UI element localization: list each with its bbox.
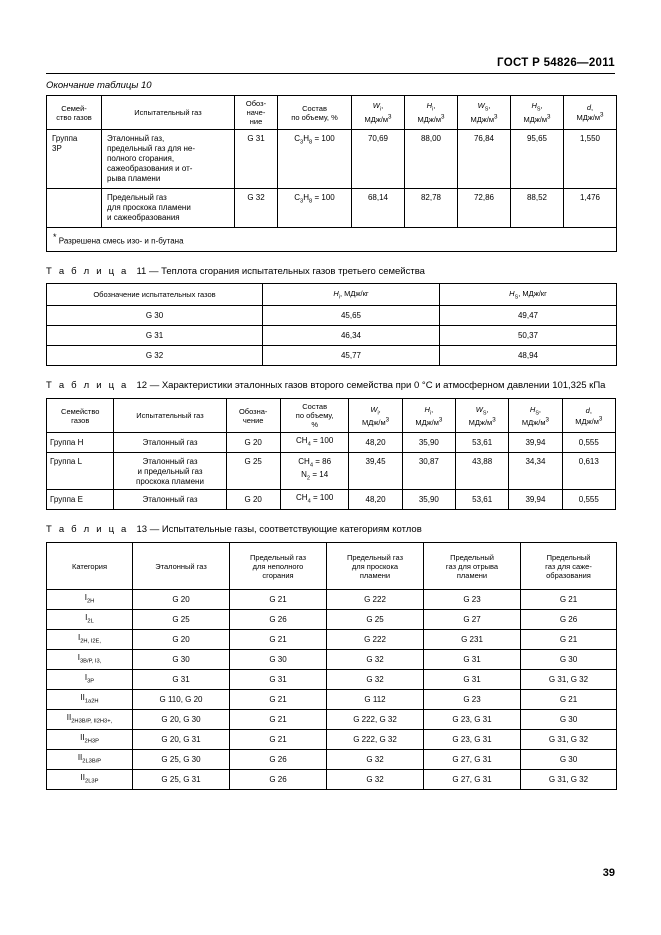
table-row [47, 346, 617, 366]
cell-designation: G 32 [235, 189, 278, 228]
cell-flashback: G 32 [327, 770, 424, 790]
th-wi: $W_i$, МДж/$м^3$ [349, 399, 402, 433]
cell-composition: $C_3H_8 = 100$ [278, 130, 352, 189]
th-reference-gas: Эталонный газ [133, 543, 230, 590]
cell-hi: 30,87 [402, 453, 455, 490]
table-10-header-row [47, 96, 617, 130]
cell-ws: 76,84 [458, 130, 511, 189]
table-11-header-row [47, 284, 617, 306]
cell-flashback: G 112 [327, 690, 424, 710]
cell-category: $II_{2L3B/P}$ [47, 750, 133, 770]
cell-ws: 53,61 [456, 490, 509, 510]
th-wi: $W_i$, МДж/$м^3$ [352, 96, 405, 130]
th-sooting: Предельный газ для саже- образования [521, 543, 617, 590]
cell-designation: G 31 [235, 130, 278, 189]
cell-hs: 49,47 [440, 306, 617, 326]
cell-composition: $CH_4 = 100$ [280, 490, 349, 510]
cell-liftoff: G 23 [424, 690, 521, 710]
table11-caption: Т а б л и ц а 11 — Теплота сгорания испытательных газов третьего семейства [46, 265, 425, 277]
cell-liftoff: G 27 [424, 610, 521, 630]
cell-incomplete: G 21 [230, 590, 327, 610]
th-hs: $H_S$, МДж/$м^3$ [511, 96, 564, 130]
th-hi: $H_i$, МДж/$м^3$ [405, 96, 458, 130]
cell-family [47, 189, 102, 228]
cell-designation: G 32 [47, 346, 263, 366]
th-family: Семей- ство газов [47, 96, 102, 130]
cell-liftoff: G 23 [424, 590, 521, 610]
cell-wi: 39,45 [349, 453, 402, 490]
cell-hi: 88,00 [405, 130, 458, 189]
cell-ws: 43,88 [456, 453, 509, 490]
cell-sooting: G 26 [521, 610, 617, 630]
table-10 [46, 95, 617, 252]
cell-category: $I_{2H}$ [47, 590, 133, 610]
cell-reference-gas: G 20 [133, 590, 230, 610]
cell-category: $I_{2L}$ [47, 610, 133, 630]
cell-hi: 35,90 [402, 433, 455, 453]
page-content [46, 80, 616, 790]
table-13 [46, 542, 617, 790]
th-designation: Обоз- наче- ние [235, 96, 278, 130]
cell-category: $I_{3B/P, I3,}$ [47, 650, 133, 670]
cell-test-gas: Эталонный газ и предельный газ проскока пламени [114, 453, 226, 490]
cell-family: Группа Е [47, 490, 114, 510]
cell-flashback: G 222, G 32 [327, 710, 424, 730]
cell-category: $I_{3P}$ [47, 670, 133, 690]
cell-liftoff: G 27, G 31 [424, 750, 521, 770]
cell-hs: 88,52 [511, 189, 564, 228]
cell-d: 1,476 [564, 189, 617, 228]
cell-hs: 50,37 [440, 326, 617, 346]
cell-reference-gas: G 25, G 30 [133, 750, 230, 770]
cell-d: 0,555 [562, 490, 615, 510]
cell-liftoff: G 27, G 31 [424, 770, 521, 790]
cell-liftoff: G 31 [424, 650, 521, 670]
th-composition: Состав по объему, % [278, 96, 352, 130]
cell-liftoff: G 23, G 31 [424, 710, 521, 730]
cell-incomplete: G 26 [230, 610, 327, 630]
cell-wi: 70,69 [352, 130, 405, 189]
table12-caption: Т а б л и ц а 12 — Характеристики эталонных газов второго семейства при 0 °С и атмосферном давлении 101,325 кПа [46, 380, 606, 392]
cell-designation: G 25 [226, 453, 280, 490]
th-composition: Состав по объему, % [280, 399, 349, 433]
cell-category: $II_{2H3P}$ [47, 730, 133, 750]
cell-category: $II_{2H3B/P, II2H3+,}$ [47, 710, 133, 730]
cell-family: Группа 3Р [47, 130, 102, 189]
cell-test-gas: Эталонный газ [114, 490, 226, 510]
cell-d: 0,613 [562, 453, 615, 490]
cell-reference-gas: G 30 [133, 650, 230, 670]
cell-hs: 95,65 [511, 130, 564, 189]
table-row [47, 730, 617, 750]
th-designation: Обозна- чение [226, 399, 280, 433]
table-row [47, 710, 617, 730]
cell-wi: 48,20 [349, 490, 402, 510]
table-row [47, 453, 616, 490]
table-row [47, 433, 616, 453]
table-row [47, 670, 617, 690]
cell-reference-gas: G 110, G 20 [133, 690, 230, 710]
table-11 [46, 283, 617, 366]
cell-category: $I_{2H, I2E,}$ [47, 630, 133, 650]
th-ws: $W_S$, МДж/$м^3$ [456, 399, 509, 433]
th-hs: $H_S$, МДж/кг [440, 284, 617, 306]
cell-sooting: G 21 [521, 690, 617, 710]
th-hs: $H_S$, МДж/$м^3$ [509, 399, 562, 433]
page-header-standard: ГОСТ Р 54826—2011 [497, 57, 615, 69]
cell-sooting: G 21 [521, 630, 617, 650]
cell-sooting: G 30 [521, 750, 617, 770]
cell-sooting: G 30 [521, 710, 617, 730]
cell-family: Группа Н [47, 433, 114, 453]
cell-incomplete: G 21 [230, 630, 327, 650]
table-row [47, 306, 617, 326]
table-row [47, 690, 617, 710]
th-hi: $H_i$, МДж/кг [263, 284, 440, 306]
cell-hi: 45,65 [263, 306, 440, 326]
cell-liftoff: G 231 [424, 630, 521, 650]
cell-sooting: G 30 [521, 650, 617, 670]
table-row [47, 326, 617, 346]
cell-reference-gas: G 20 [133, 630, 230, 650]
cell-incomplete: G 26 [230, 770, 327, 790]
th-d: d, МДж/$м^3$ [562, 399, 615, 433]
cell-liftoff: G 31 [424, 670, 521, 690]
cell-hi: 35,90 [402, 490, 455, 510]
cell-hs: 39,94 [509, 433, 562, 453]
cell-hs: 34,34 [509, 453, 562, 490]
cell-sooting: G 21 [521, 590, 617, 610]
cell-test-gas: Предельный газ для проскока пламени и сажеобразования [102, 189, 235, 228]
cell-category: $II_{1a2H}$ [47, 690, 133, 710]
cell-incomplete: G 21 [230, 730, 327, 750]
th-ws: $W_S$, МДж/$м^3$ [458, 96, 511, 130]
cell-designation: G 30 [47, 306, 263, 326]
cell-composition: $CH_4 = 100$ [280, 433, 349, 453]
th-category: Категория [47, 543, 133, 590]
cell-hs: 48,94 [440, 346, 617, 366]
th-test-gas: Испытательный газ [102, 96, 235, 130]
table10-caption: Окончание таблицы 10 [46, 80, 152, 91]
page-number: 39 [602, 867, 615, 879]
table-13-header-row [47, 543, 617, 590]
cell-composition: $C_3H_8 = 100$ [278, 189, 352, 228]
header-divider [46, 73, 615, 74]
table-row [47, 610, 617, 630]
table13-caption: Т а б л и ц а 13 — Испытательные газы, соответствующие категориям котлов [46, 524, 422, 536]
th-liftoff: Предельный газ для отрыва пламени [424, 543, 521, 590]
cell-family: Группа L [47, 453, 114, 490]
cell-incomplete: G 26 [230, 750, 327, 770]
cell-d: 0,555 [562, 433, 615, 453]
cell-incomplete: G 21 [230, 690, 327, 710]
cell-ws: 53,61 [456, 433, 509, 453]
cell-liftoff: G 23, G 31 [424, 730, 521, 750]
cell-category: $II_{2L3P}$ [47, 770, 133, 790]
cell-hi: 46,34 [263, 326, 440, 346]
cell-hi: 45,77 [263, 346, 440, 366]
cell-flashback: G 32 [327, 650, 424, 670]
cell-hi: 82,78 [405, 189, 458, 228]
cell-reference-gas: G 20, G 31 [133, 730, 230, 750]
th-hi: $H_i$, МДж/$м^3$ [402, 399, 455, 433]
cell-wi: 48,20 [349, 433, 402, 453]
table-row [47, 189, 617, 228]
table-row [47, 770, 617, 790]
cell-ws: 72,86 [458, 189, 511, 228]
cell-sooting: G 31, G 32 [521, 770, 617, 790]
th-designation: Обозначение испытательных газов [47, 284, 263, 306]
cell-d: 1,550 [564, 130, 617, 189]
cell-flashback: G 222 [327, 630, 424, 650]
cell-designation: G 20 [226, 490, 280, 510]
cell-incomplete: G 30 [230, 650, 327, 670]
table-10-footnote-row [47, 228, 617, 252]
cell-flashback: G 25 [327, 610, 424, 630]
cell-wi: 68,14 [352, 189, 405, 228]
cell-reference-gas: G 31 [133, 670, 230, 690]
table-row [47, 590, 617, 610]
cell-sooting: G 31, G 32 [521, 670, 617, 690]
cell-incomplete: G 31 [230, 670, 327, 690]
cell-reference-gas: G 20, G 30 [133, 710, 230, 730]
cell-reference-gas: G 25 [133, 610, 230, 630]
cell-flashback: G 222, G 32 [327, 730, 424, 750]
cell-composition: $CH_4 = 86$ $N_2 = 14$ [280, 453, 349, 490]
cell-sooting: G 31, G 32 [521, 730, 617, 750]
th-test-gas: Испытательный газ [114, 399, 226, 433]
table10-footnote: * Разрешена смесь изо- и n-бутана [47, 228, 617, 252]
th-family: Семейство газов [47, 399, 114, 433]
th-d: d, МДж/$м^3$ [564, 96, 617, 130]
cell-designation: G 31 [47, 326, 263, 346]
cell-flashback: G 32 [327, 750, 424, 770]
table-row [47, 650, 617, 670]
cell-hs: 39,94 [509, 490, 562, 510]
table-row [47, 750, 617, 770]
cell-test-gas: Эталонный газ [114, 433, 226, 453]
table-12-header-row [47, 399, 616, 433]
cell-flashback: G 222 [327, 590, 424, 610]
cell-designation: G 20 [226, 433, 280, 453]
cell-test-gas: Эталонный газ, предельный газ для не- полного сгорания, сажеобразования и от- рыва пламени [102, 130, 235, 189]
th-flashback: Предельный газ для проскока пламени [327, 543, 424, 590]
table-12 [46, 398, 616, 510]
table-row [47, 490, 616, 510]
cell-incomplete: G 21 [230, 710, 327, 730]
cell-reference-gas: G 25, G 31 [133, 770, 230, 790]
th-incomplete-combustion: Предельный газ для неполного сгорания [230, 543, 327, 590]
table-row [47, 130, 617, 189]
cell-flashback: G 32 [327, 670, 424, 690]
table-row [47, 630, 617, 650]
